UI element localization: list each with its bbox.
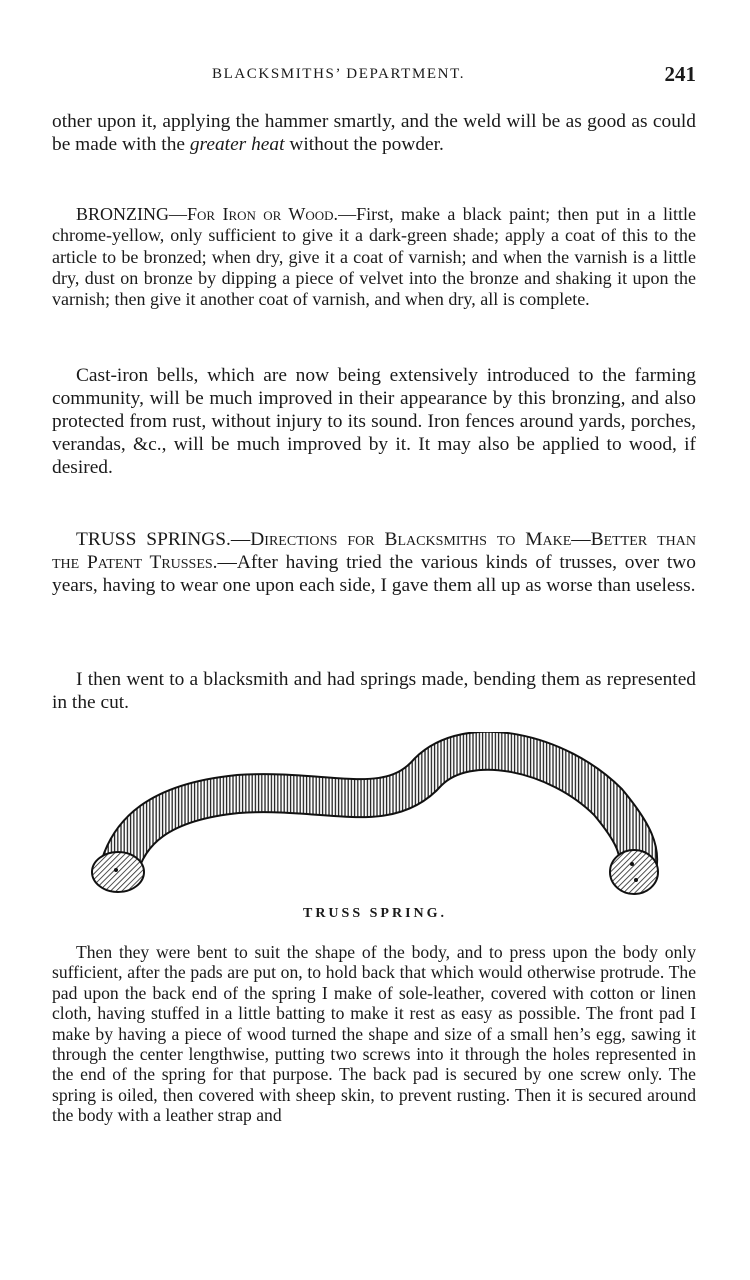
continued-end: without the powder. (289, 134, 444, 155)
paragraph-bells: Cast-iron bells, which are now being extensively introduced to the farming community, will be much improved in their appearance by this bronzing, and also protected from rust, without injury to its sound. Iron fences around yards, porches, verandas, &c., will be much improved by it. It may also be applied to wood, if desired. (52, 365, 696, 478)
spring-front-end-pad (610, 850, 658, 894)
spring-band (118, 751, 638, 872)
running-head: BLACKSMITHS’ DEPARTMENT. (212, 66, 466, 82)
truss-spring-illustration (88, 732, 678, 904)
continued-text: other upon it, applying the hammer smartly, and the weld will be as good as could be made with the (52, 111, 696, 155)
paragraph-continued (52, 110, 696, 156)
paragraph-truss-springs (52, 528, 696, 597)
paragraph-bronzing (52, 204, 696, 310)
italic-phrase: greater heat (189, 134, 285, 155)
paragraph-then: Then they were bent to suit the shape of the body, and to press upon the body only sufficient, after the pads are put on, to hold back that which would otherwise protrude. The pad upon the back end of the spring I make of sole-leather, covered with cotton or linen cloth, having stuffed in a little batting to make it rest as easy as possible. The front pad I make by having a piece of wood turned the shape and size of a small hen’s egg, sawing it through the center lengthwise, putting two screws into it through the holes represented in the end of the spring for that purpose. The back pad is secured by one screw only. The spring is oiled, then covered with sheep skin, to prevent rusting. Then it is secured around the body with a leather strap and (52, 942, 696, 1126)
screw-hole (630, 862, 634, 866)
truss-heading: TRUSS SPRINGS.— (76, 529, 251, 550)
page-number: 241 (664, 62, 696, 86)
bronzing-body: —First, make a black paint; then put in a little chrome-yellow, only sufficient to give it a dark-green shade; apply a coat of this to the article to be bronzed; when dry, give it a coat of varnish; and when the varnish is a little dry, dust on bronze by dipping a piece of velvet into the bronze and shaking it upon the varnish; then give it another coat of varnish, and when dry, all is complete. (52, 204, 696, 310)
spring-back-end-pad (92, 852, 144, 892)
screw-hole (114, 868, 118, 872)
figure-caption: TRUSS SPRING. (302, 906, 448, 921)
paragraph-blacksmith: I then went to a blacksmith and had springs made, bending them as represented in the cut. (52, 669, 696, 713)
page-header (52, 62, 696, 92)
truss-subheading: Directions for Blacksmiths to Make—Better than the Patent Trusses. (52, 529, 696, 573)
bronzing-heading: BRONZING—For Iron or Wood. (76, 204, 339, 224)
screw-hole (634, 878, 638, 882)
truss-body: —After having tried the various kinds of trusses, over two years, having to wear one upon each side, I gave them all up as worse than useless. (52, 552, 697, 596)
